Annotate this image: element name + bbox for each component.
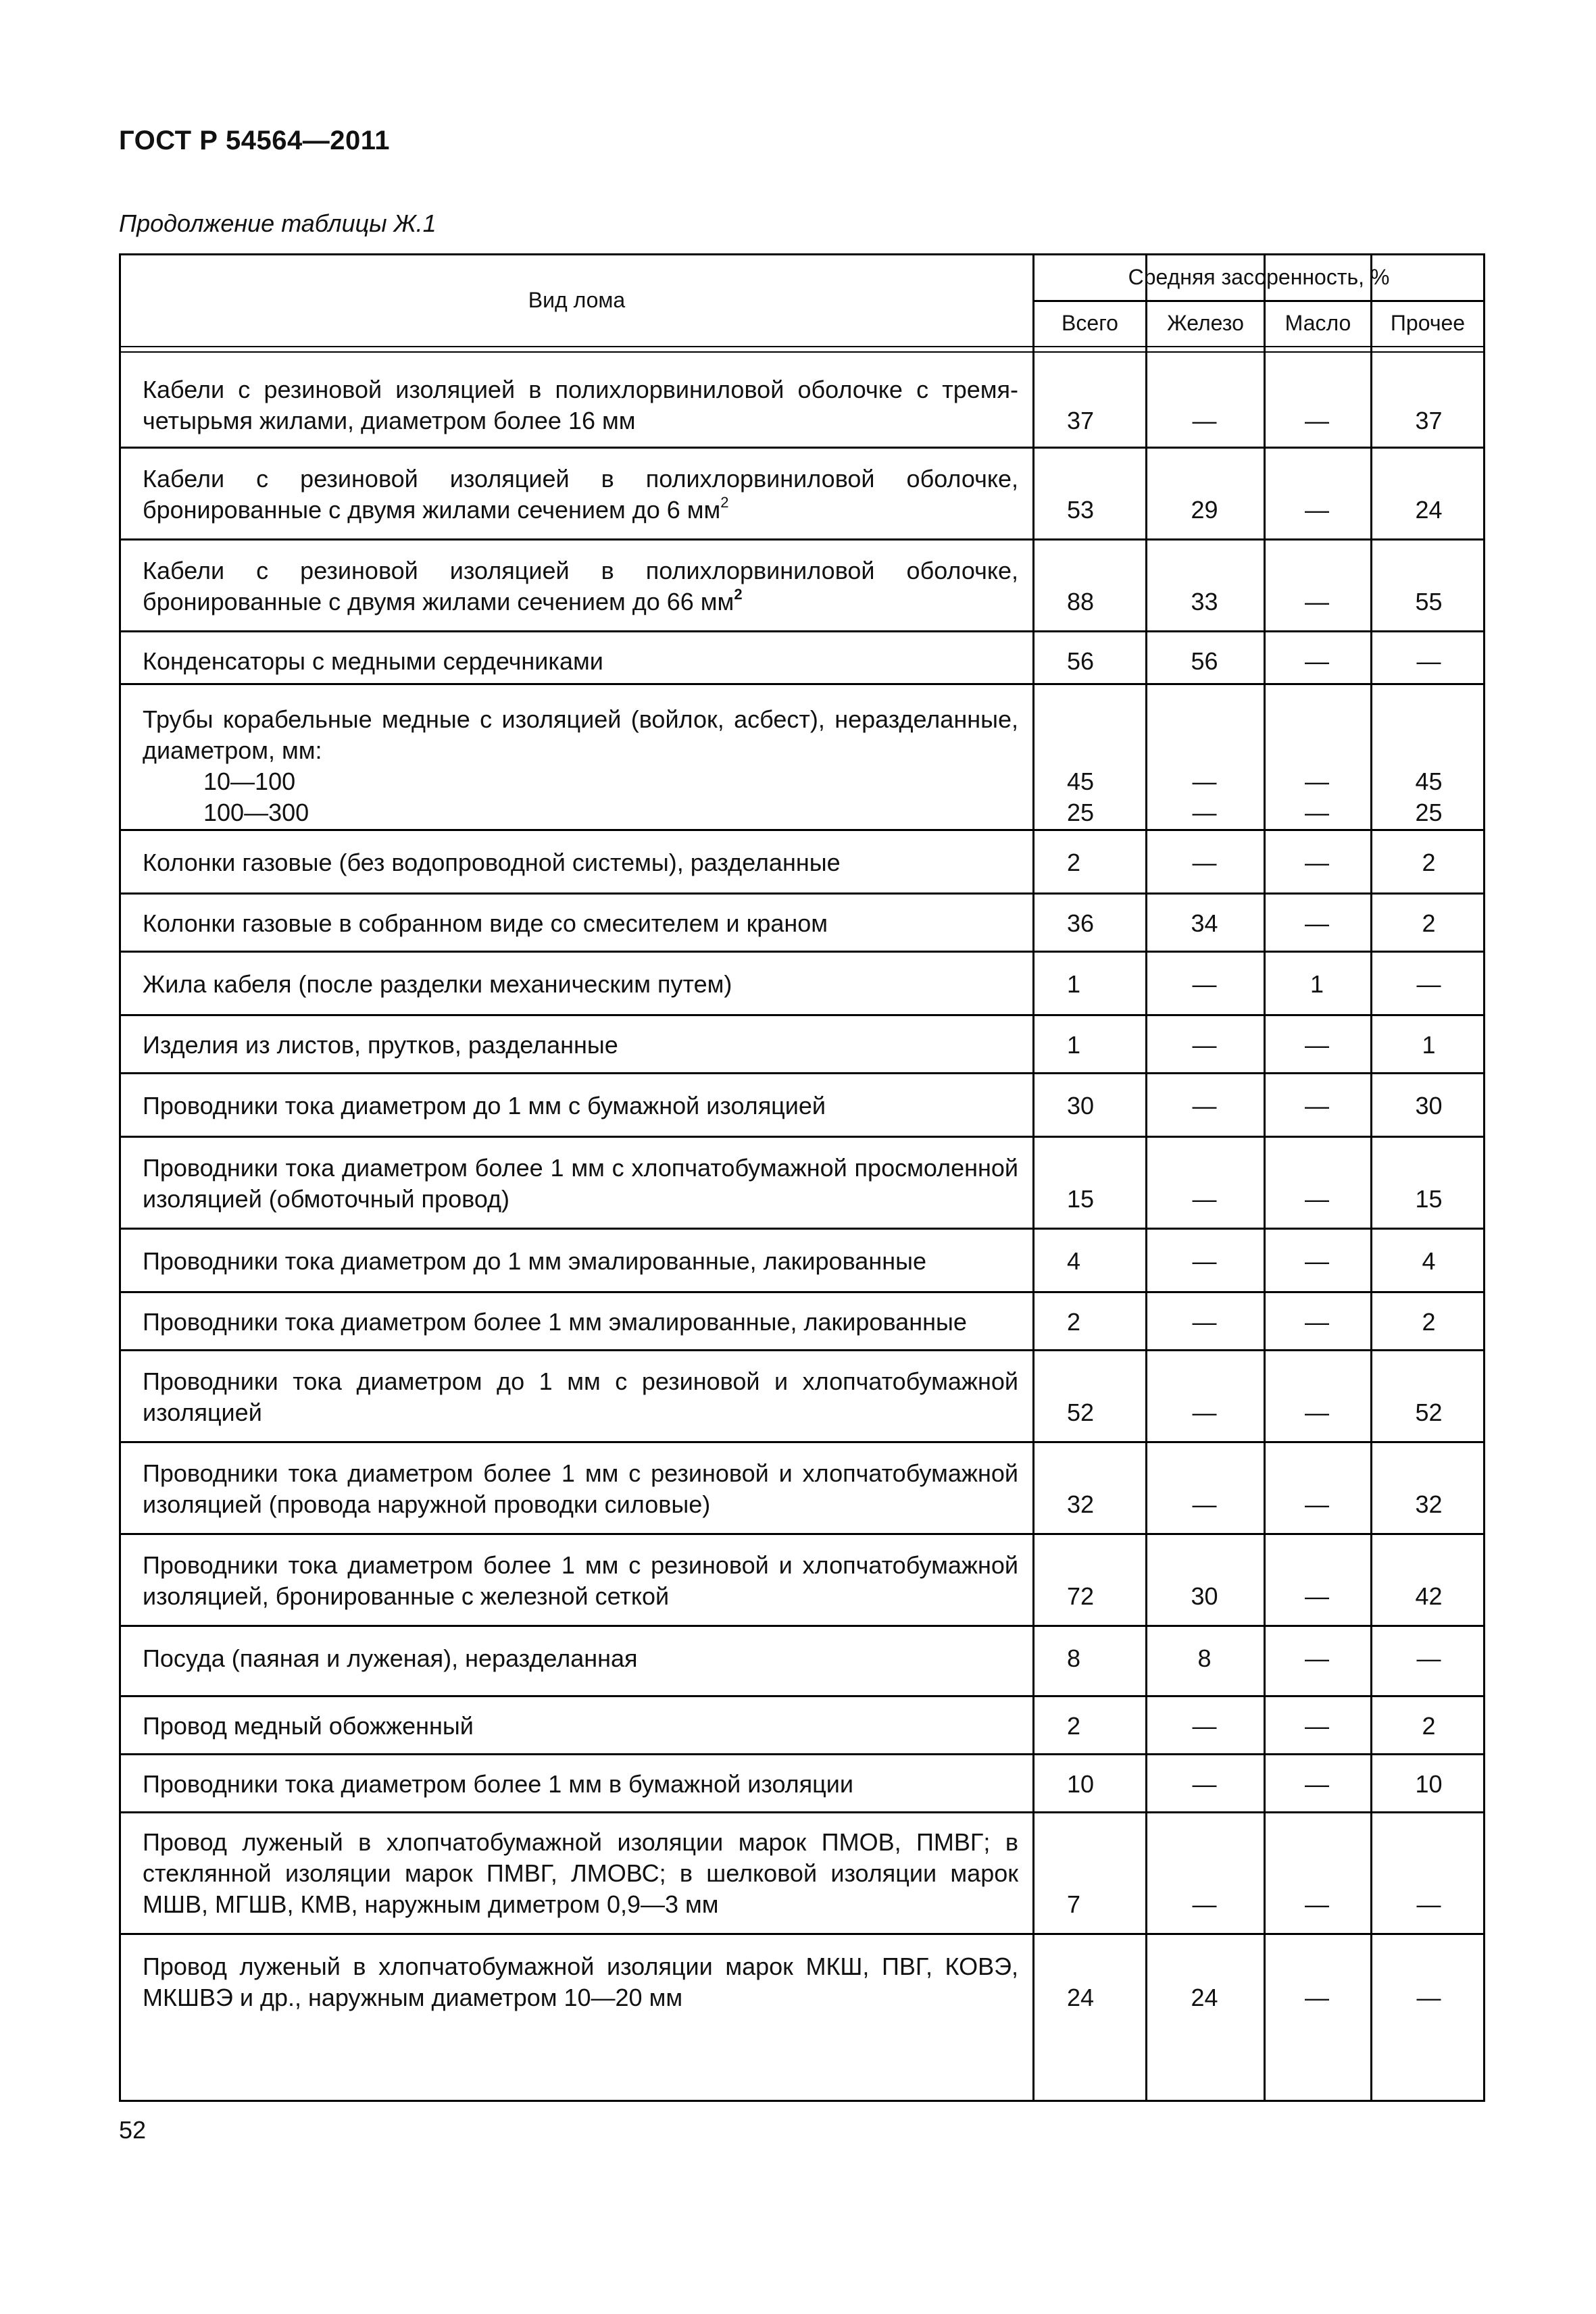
cell-oil: — — [1305, 1308, 1329, 1336]
cell-iron: — — [1192, 1399, 1217, 1426]
cell-total: 10 — [1067, 1770, 1095, 1798]
row-name: Провод луженый в хлопчатобумажной изоляции марок МКШ, ПВГ, КОВЭ, МКШВЭ и др., наружным диаметром 10—20 мм — [143, 1953, 1018, 2011]
table-caption: Продолжение таблицы Ж.1 — [119, 209, 437, 237]
cell-oil: — — [1305, 1712, 1329, 1740]
row-name: Посуда (паяная и луженая), неразделанная — [143, 1644, 638, 1672]
cell-total: 30 — [1067, 1092, 1095, 1120]
table-row — [121, 831, 1483, 895]
cell-iron: 56 — [1191, 647, 1218, 675]
cell-total: 88 — [1067, 588, 1095, 615]
cell-total: 53 — [1067, 496, 1095, 524]
cell-oil: — — [1305, 1399, 1329, 1426]
header-other: Прочее — [1390, 311, 1466, 335]
cell-other: 10 — [1415, 1770, 1443, 1798]
cell-other: 4 — [1422, 1247, 1436, 1275]
header-double-line — [121, 346, 1483, 347]
cell-oil: — — [1305, 496, 1329, 524]
row-name: Проводники тока диаметром более 1 мм с резиновой и хлопчатобумажной изоляцией (провода наружной проводки силовые) — [143, 1459, 1018, 1518]
row-name: Трубы корабельные медные с изоляцией (войлок, асбест), неразделанные, диаметром, мм: 10—100 100—300 — [143, 704, 1018, 828]
table-row — [121, 1293, 1483, 1351]
cell-other: 24 — [1415, 496, 1443, 524]
cell-other: 52 — [1415, 1399, 1443, 1426]
cell-total: 1 — [1067, 1031, 1081, 1059]
cell-oil: — — [1305, 1185, 1329, 1213]
diameter-range: 100—300 — [203, 799, 309, 826]
table-row — [121, 1230, 1483, 1293]
cell-other: 30 — [1415, 1092, 1443, 1120]
table-row — [121, 1935, 1483, 2100]
superscript: 2 — [720, 494, 729, 511]
row-name: Жила кабеля (после разделки механическим путем) — [143, 970, 732, 998]
cell-other: 2 — [1422, 1712, 1436, 1740]
cell-total: 37 — [1067, 407, 1095, 434]
cell-other: 15 — [1415, 1185, 1443, 1213]
row-name: Изделия из листов, прутков, разделанные — [143, 1031, 618, 1059]
cell-total: 4 — [1067, 1247, 1081, 1275]
cell-oil: 1 — [1310, 970, 1324, 998]
cell-other: 2 — [1422, 909, 1436, 937]
cell-oil: — — [1305, 909, 1329, 937]
cell-iron: — — [1192, 1890, 1217, 1918]
cell-total: 1 — [1067, 970, 1081, 998]
cell-total: 72 — [1067, 1582, 1095, 1610]
cell-iron: — — [1192, 849, 1217, 876]
cell-iron: 34 — [1191, 909, 1218, 937]
cell-oil: — — [1305, 1890, 1329, 1918]
row-name: Колонки газовые (без водопроводной системы), разделанные — [143, 849, 841, 876]
diameter-range: 10—100 — [203, 768, 296, 795]
cell-oil: — — [1305, 647, 1329, 675]
row-name: Кабели с резиновой изоляцией в полихлорвиниловой оболочке, бронированные с двумя жилами сечением до 66 $мм^2$ — [143, 557, 1018, 615]
row-name: Проводники тока диаметром до 1 мм с резиновой и хлопчатобумажной изоляцией — [143, 1367, 1018, 1426]
table-row — [121, 449, 1483, 540]
cell-other: 42 — [1415, 1582, 1443, 1610]
table-row — [121, 685, 1483, 831]
cell-total: 2 — [1067, 849, 1081, 876]
row-name: Кабели с резиновой изоляцией в полихлорвиниловой оболочке, бронированные с двумя жилами сечением до 6 $мм^2$ — [143, 465, 1018, 524]
cell-iron: — — [1192, 1490, 1217, 1518]
cell-total: 52 — [1067, 1399, 1095, 1426]
cell-iron: — — — [1192, 768, 1217, 826]
cell-other: 1 — [1422, 1031, 1436, 1059]
cell-iron: — — [1192, 1247, 1217, 1275]
cell-oil: — — [1305, 588, 1329, 615]
table-row — [121, 632, 1483, 685]
cell-other: 2 — [1422, 1308, 1436, 1336]
cell-oil: — — [1305, 1984, 1329, 2011]
cell-other: 55 — [1415, 588, 1443, 615]
row-name: Конденсаторы с медными сердечниками — [143, 647, 603, 675]
cell-total: 15 — [1067, 1185, 1095, 1213]
row-name: Проводники тока диаметром до 1 мм с бумажной изоляцией — [143, 1092, 826, 1120]
cell-other: — — [1416, 647, 1441, 675]
cell-oil: — — [1305, 1582, 1329, 1610]
cell-total: 36 — [1067, 909, 1095, 937]
row-name: Провод медный обожженный — [143, 1712, 474, 1740]
cell-iron: 8 — [1197, 1644, 1212, 1672]
cell-iron: 29 — [1191, 496, 1218, 524]
table-row — [121, 1535, 1483, 1627]
page-number: 52 — [119, 2116, 147, 2144]
cell-oil: — — [1305, 1247, 1329, 1275]
table-row — [121, 1443, 1483, 1535]
cell-iron: — — [1192, 1185, 1217, 1213]
row-name: Колонки газовые в собранном виде со смесителем и краном — [143, 909, 828, 937]
document-code: ГОСТ Р 54564—2011 — [119, 126, 390, 155]
table-row — [121, 1755, 1483, 1813]
cell-other: 37 — [1415, 407, 1443, 434]
cell-other: — — [1416, 1644, 1441, 1672]
cell-oil: — — [1305, 1031, 1329, 1059]
cell-oil: — — [1305, 1644, 1329, 1672]
cell-iron: — — [1192, 1092, 1217, 1120]
cell-total: 24 — [1067, 1984, 1095, 2011]
cell-total: 2 — [1067, 1308, 1081, 1336]
cell-oil: — — [1305, 849, 1329, 876]
cell-total: 56 — [1067, 647, 1095, 675]
row-name: Проводники тока диаметром более 1 мм в бумажной изоляции — [143, 1770, 854, 1798]
row-name: Проводники тока диаметром более 1 мм с резиновой и хлопчатобумажной изоляцией, бронированные с железной сеткой — [143, 1551, 1018, 1610]
cell-other: 32 — [1415, 1490, 1443, 1518]
row-name: Проводники тока диаметром более 1 мм эмалированные, лакированные — [143, 1308, 967, 1336]
row-name: Проводники тока диаметром более 1 мм с хлопчатобумажной просмоленной изоляцией (обмоточный провод) — [143, 1154, 1018, 1213]
cell-iron: — — [1192, 407, 1217, 434]
header-divider — [1032, 300, 1483, 302]
cell-iron: — — [1192, 1308, 1217, 1336]
cell-other: 45 25 — [1415, 768, 1443, 826]
table-row — [121, 1138, 1483, 1230]
table-row — [121, 1697, 1483, 1755]
header-scrap-kind: Вид лома — [528, 288, 626, 312]
superscript: 2 — [734, 586, 743, 603]
contamination-table — [119, 253, 1485, 2102]
row-name: Проводники тока диаметром до 1 мм эмалированные, лакированные — [143, 1247, 926, 1275]
cell-total: 8 — [1067, 1644, 1081, 1672]
cell-oil: — — [1305, 1092, 1329, 1120]
header-oil: Масло — [1285, 311, 1351, 335]
cell-other: — — [1416, 970, 1441, 998]
table-row — [121, 353, 1483, 449]
cell-iron: — — [1192, 1770, 1217, 1798]
cell-oil: — — — [1305, 768, 1329, 826]
cell-oil: — — [1305, 1770, 1329, 1798]
cell-iron: 33 — [1191, 588, 1218, 615]
table-row — [121, 1627, 1483, 1697]
table-row — [121, 895, 1483, 953]
cell-iron: — — [1192, 1712, 1217, 1740]
table-row — [121, 1074, 1483, 1138]
table-row — [121, 1351, 1483, 1443]
cell-oil: — — [1305, 1490, 1329, 1518]
cell-total: 45 25 — [1067, 768, 1095, 826]
table-row — [121, 1016, 1483, 1074]
header-avg-contamination: Средняя засоренность, % — [1128, 265, 1390, 289]
cell-total: 7 — [1067, 1890, 1081, 1918]
row-name: Провод луженый в хлопчатобумажной изоляции марок ПМОВ, ПМВГ; в стеклянной изоляции марок ПМВГ, ЛМОВС; в шелковой изоляции марок МШВ, МГШВ, КМВ, наружным диметром 0,9—3 мм — [143, 1828, 1018, 1918]
cell-other: — — [1416, 1984, 1441, 2011]
cell-iron: 30 — [1191, 1582, 1218, 1610]
cell-iron: — — [1192, 1031, 1217, 1059]
cell-other: 2 — [1422, 849, 1436, 876]
cell-oil: — — [1305, 407, 1329, 434]
cell-iron: 24 — [1191, 1984, 1218, 2011]
cell-iron: — — [1192, 970, 1217, 998]
row-name: Кабели с резиновой изоляцией в полихлорвиниловой оболочке с тремя-четырьмя жилами, диаметром более 16 мм — [143, 376, 1018, 434]
cell-other: — — [1416, 1890, 1441, 1918]
cell-total: 2 — [1067, 1712, 1081, 1740]
table-row — [121, 1813, 1483, 1935]
cell-total: 32 — [1067, 1490, 1095, 1518]
table-row — [121, 540, 1483, 632]
header-iron: Железо — [1167, 311, 1244, 335]
table-row — [121, 953, 1483, 1016]
header-total: Всего — [1062, 311, 1118, 335]
